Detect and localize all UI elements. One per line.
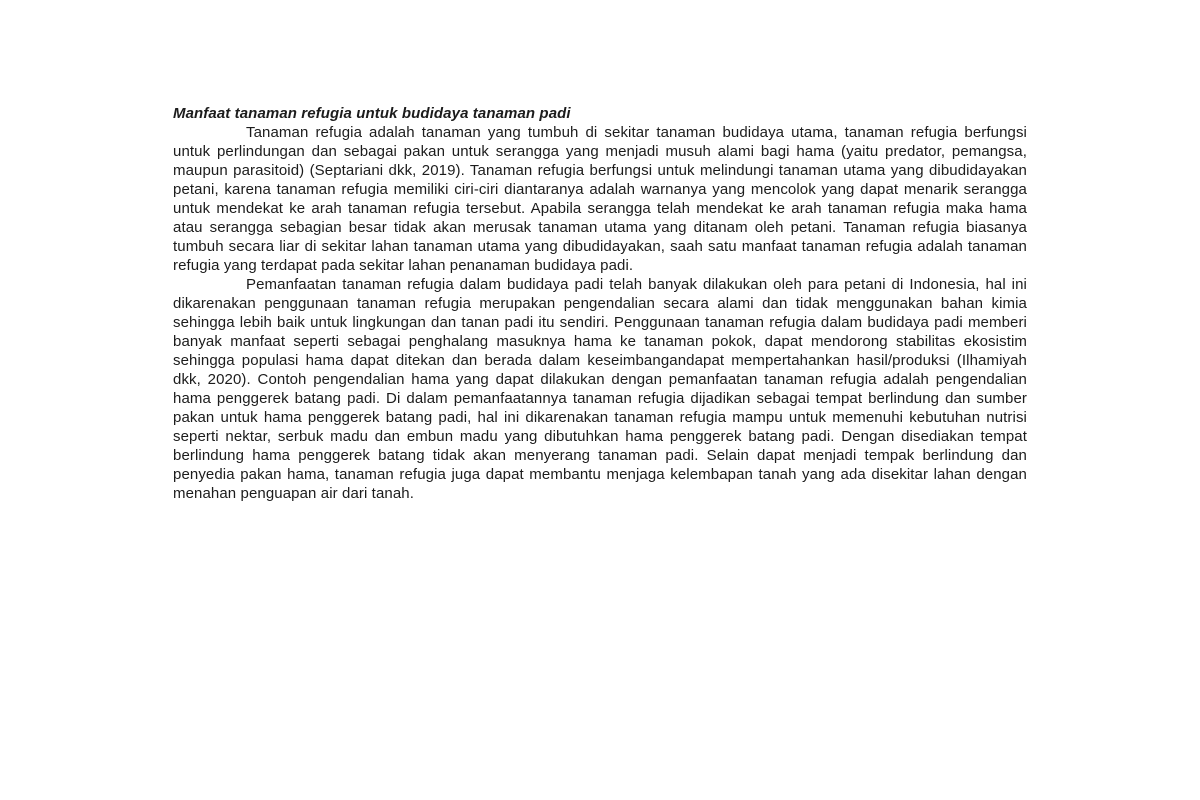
document-title: Manfaat tanaman refugia untuk budidaya tanaman padi <box>173 105 571 122</box>
paragraph-1: Tanaman refugia adalah tanaman yang tumbuh di sekitar tanaman budidaya utama, tanaman refugia berfungsi untuk perlindungan dan sebagai pakan untuk serangga yang menjadi musuh alami bagi hama (yaitu predator, pemangsa, maupun parasitoid) (Septariani dkk, 2019). Tanaman refugia berfungsi untuk melindungi tanaman utama yang dibudidayakan petani, karena tanaman refugia memiliki ciri-ciri diantaranya adalah warnanya yang mencolok yang dapat menarik serangga untuk mendekat ke arah tanaman refugia tersebut. Apabila serangga telah mendekat ke arah tanaman refugia maka hama atau serangga sebagian besar tidak akan merusak tanaman utama yang ditanam oleh petani. Tanaman refugia biasanya tumbuh secara liar di sekitar lahan tanaman utama yang dibudidayakan, saah satu manfaat tanaman refugia adalah tanaman refugia yang terdapat pada sekitar lahan penanaman budidaya padi. <box>173 124 1027 274</box>
paragraph-2: Pemanfaatan tanaman refugia dalam budidaya padi telah banyak dilakukan oleh para petani di Indonesia, hal ini dikarenakan penggunaan tanaman refugia merupakan pengendalian secara alami dan tidak menggunakan bahan kimia sehingga lebih baik untuk lingkungan dan tanan padi itu sendiri. Penggunaan tanaman refugia dalam budidaya padi memberi banyak manfaat seperti sebagai penghalang masuknya hama ke tanaman pokok, dapat mendorong stabilitas ekosistim sehingga populasi hama dapat ditekan dan berada dalam keseimbangandapat mempertahankan hasil/produksi (Ilhamiyah dkk, 2020). Contoh pengendalian hama yang dapat dilakukan dengan pemanfaatan tanaman refugia adalah pengendalian hama penggerek batang padi. Di dalam pemanfaatannya tanaman refugia dijadikan sebagai tempat berlindung dan sumber pakan untuk hama penggerek batang padi, hal ini dikarenakan tanaman refugia mampu untuk memenuhi kebutuhan nutrisi seperti nektar, serbuk madu dan embun madu yang dibutuhkan hama penggerek batang padi. Dengan disediakan tempat berlindung hama penggerek batang tidak akan menyerang tanaman padi. Selain dapat menjadi tempak berlindung dan penyedia pakan hama, tanaman refugia juga dapat membantu menjaga kelembapan tanah yang ada disekitar lahan dengan menahan penguapan air dari tanah. <box>173 276 1027 502</box>
document-body <box>173 104 1027 503</box>
